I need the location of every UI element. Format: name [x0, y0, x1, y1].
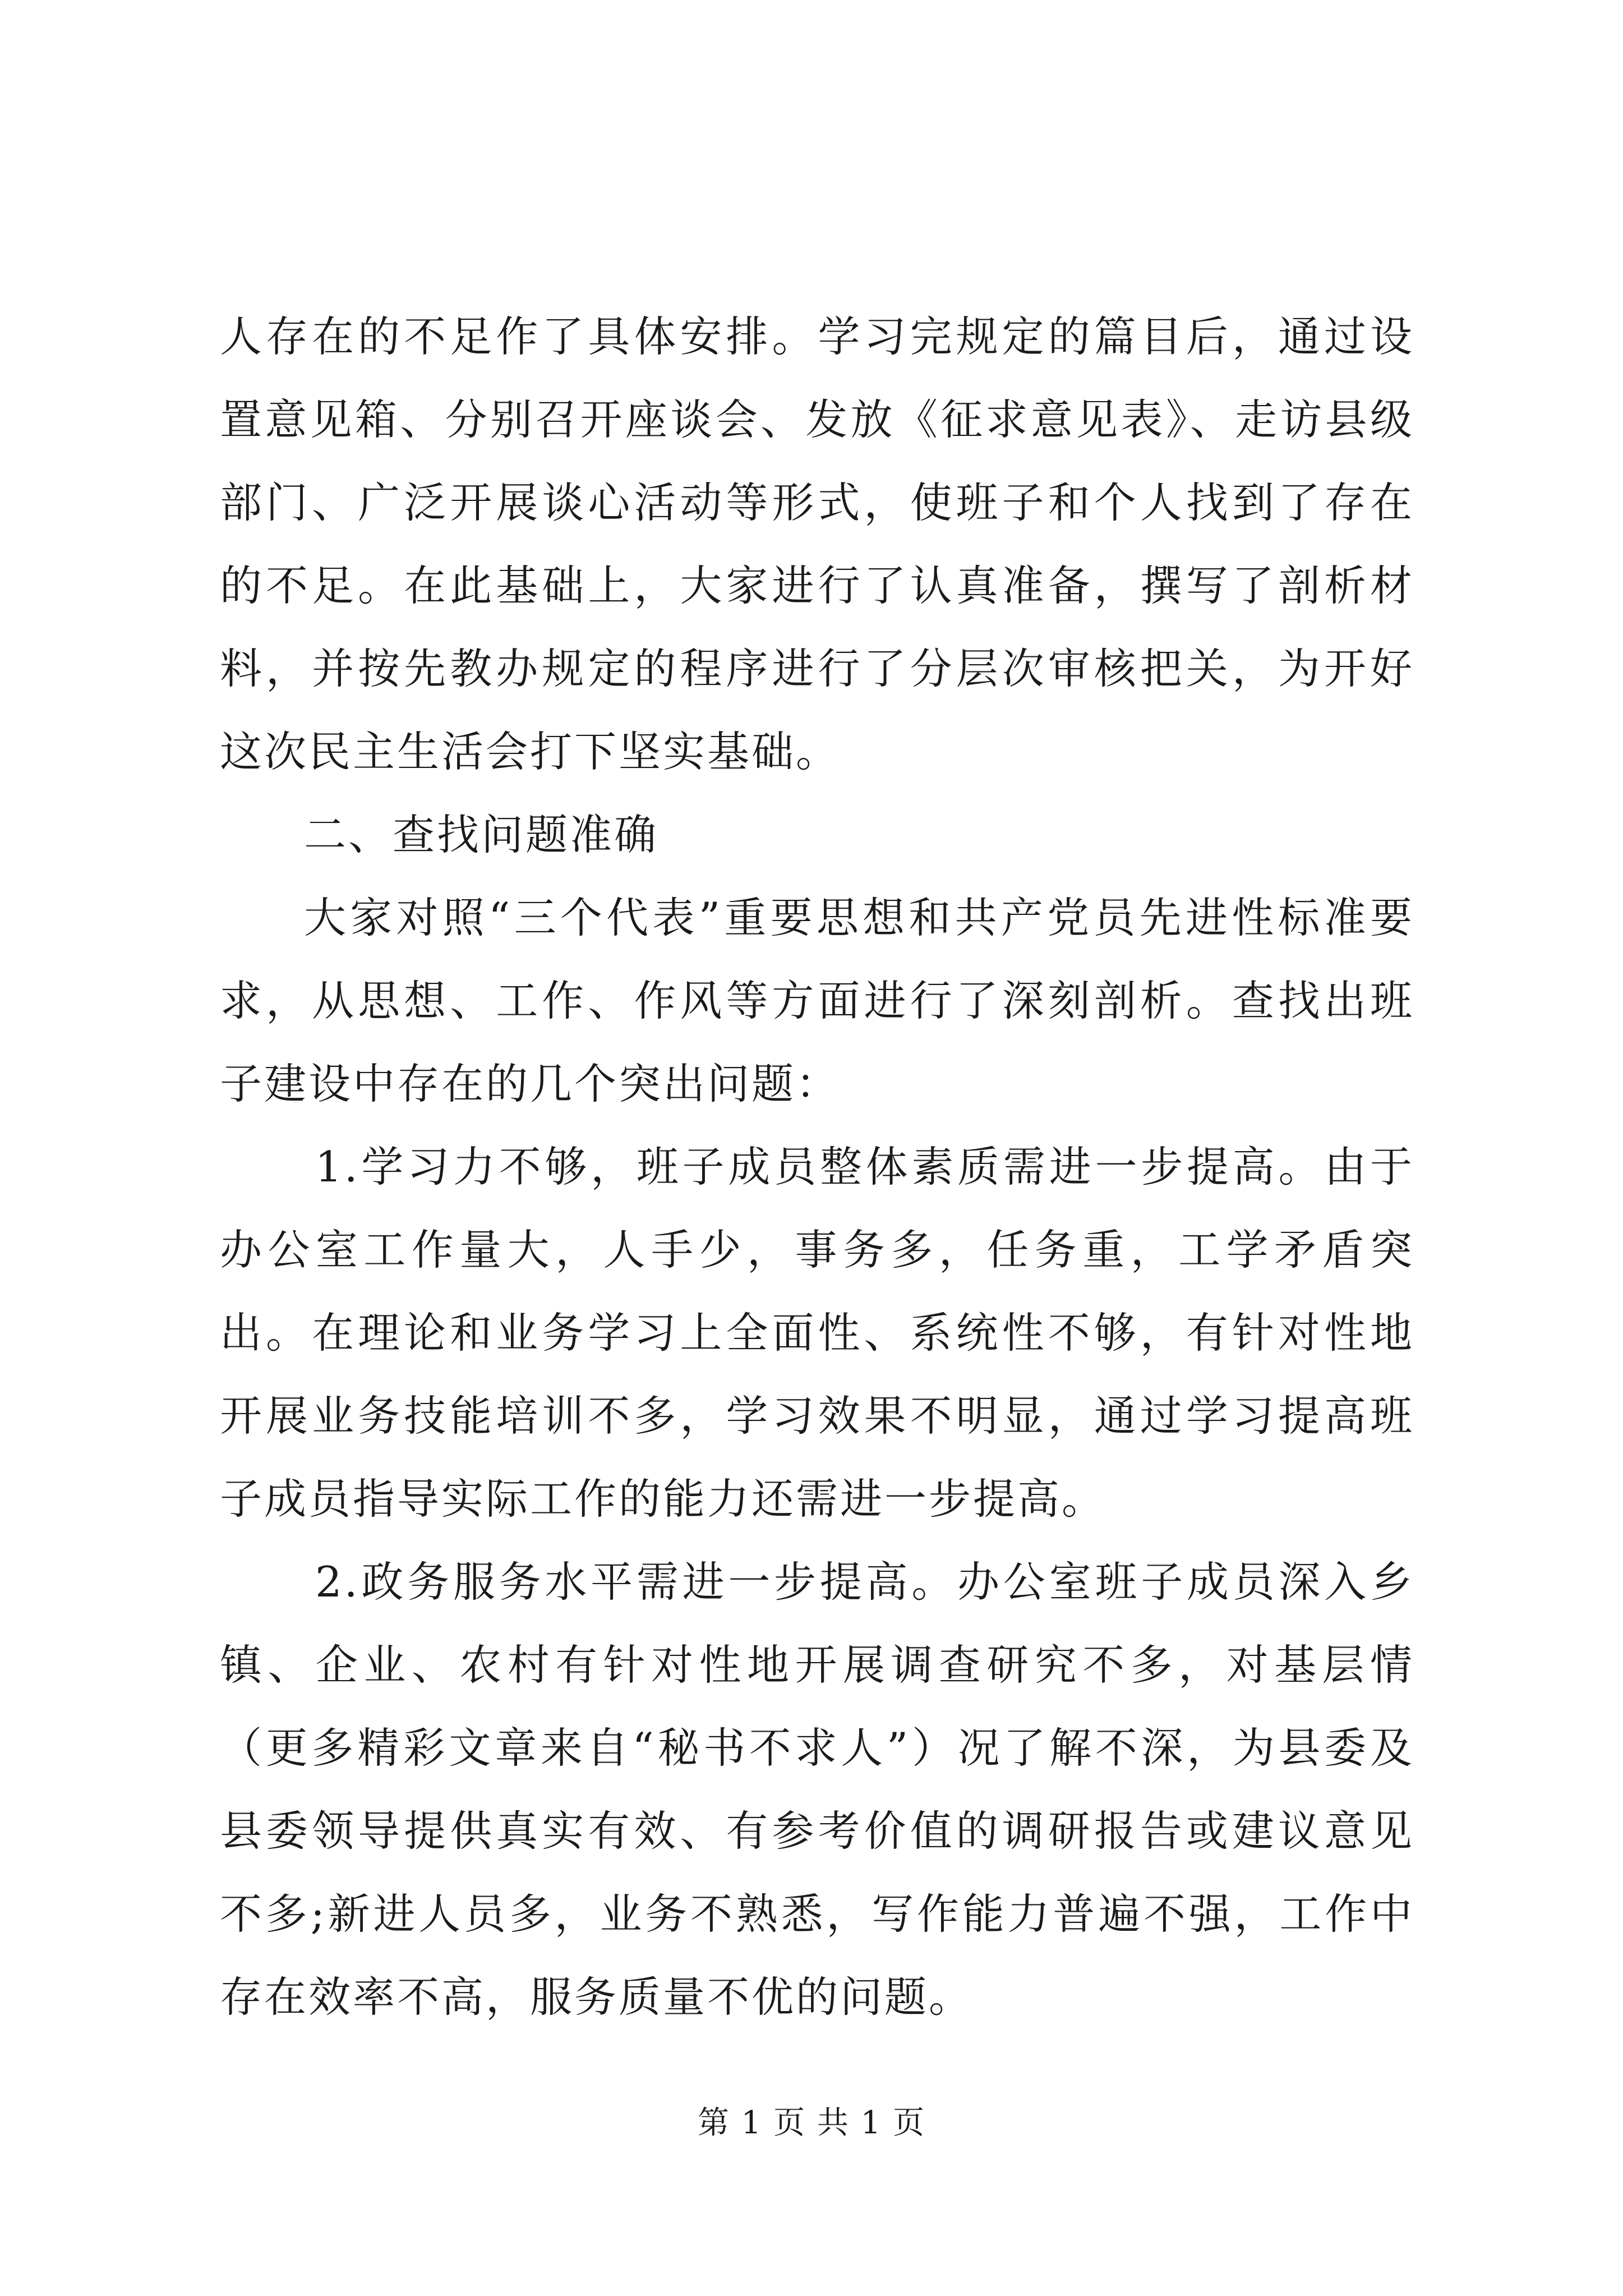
paragraph-continued: 人存在的不足作了具体安排。学习完规定的篇目后，通过设置意见箱、分别召开座谈会、发放《征求意见表》、走访县级部门、广泛开展谈心活动等形式，使班子和个人找到了存在的不足。在此基础上，大家进行了认真准备，撰写了剖析材料，并按先教办规定的程序进行了分层次审核把关，为开好这次民主生活会打下坚实基础。: [220, 312, 1414, 776]
list-item-2: 2.政务服务水平需进一步提高。办公室班子成员深入乡镇、企业、农村有针对性地开展调查研究不多，对基层情（更多精彩文章来自“秘书不求人”）况了解不深，为县委及县委领导提供真实有效、有参考价值的调研报告或建议意见不多;新进人员多，业务不熟悉，写作能力普遍不强，工作中存在效率不高，服务质量不优的问题。: [220, 1557, 1414, 2022]
section-heading: 二、查找问题准确: [304, 810, 659, 859]
page-footer: 第 1 页 共 1 页: [697, 2105, 926, 2141]
list-item-1: 1.学习力不够，班子成员整体素质需进一步提高。由于办公室工作量大，人手少，事务多，任务重，工学矛盾突出。在理论和业务学习上全面性、系统性不够，有针对性地开展业务技能培训不多，学习效果不明显，通过学习提高班子成员指导实际工作的能力还需进一步提高。: [220, 1142, 1414, 1524]
paragraph-intro: 大家对照“三个代表”重要思想和共产党员先进性标准要求，从思想、工作、作风等方面进行了深刻剖析。查找出班子建设中存在的几个突出问题：: [220, 893, 1414, 1108]
document-body: [220, 295, 1414, 2039]
